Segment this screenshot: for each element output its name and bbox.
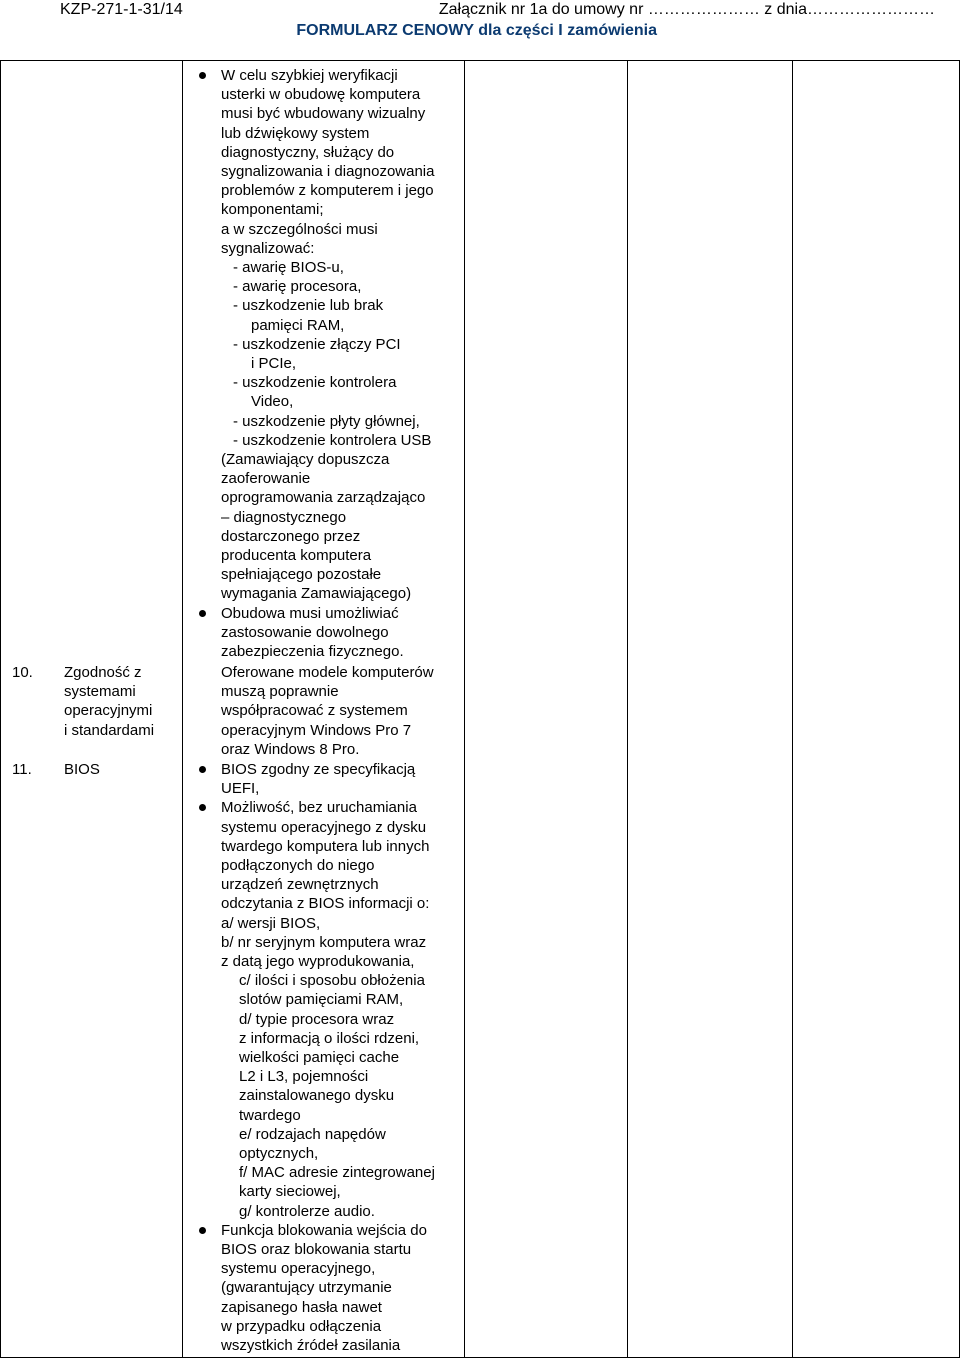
name-line: i standardami	[64, 721, 155, 739]
attachment-note: Załącznik nr 1a do umowy nr ………………… z dnia……………………	[438, 1, 935, 18]
spec-line: twardego komputera lub innych	[221, 837, 430, 855]
spec-line: zabezpieczenia fizycznego.	[221, 643, 404, 661]
spec-line: odczytania z BIOS informacji o:	[221, 895, 430, 913]
spec-line: problemów z komputerem i jego	[221, 182, 434, 200]
spec-line: Oferowane modele komputerów	[221, 664, 434, 681]
spec-line: oraz Windows 8 Pro.	[221, 740, 360, 758]
spec-line: urządzeń zewnętrznych	[221, 876, 379, 894]
spec-line: komponentami;	[221, 201, 324, 219]
spec-line: pamięci RAM,	[251, 316, 345, 334]
row-11-name: BIOS	[64, 761, 100, 778]
spec-line: b/ nr seryjnym komputera wraz	[221, 933, 427, 951]
list-item	[195, 760, 460, 798]
form-title: FORMULARZ CENOWY dla części I zamówienia	[296, 22, 657, 39]
spec-line: - awarię procesora,	[233, 278, 362, 296]
spec-line: sygnalizować:	[221, 239, 315, 257]
spec-line: z informacją o ilości rdzeni,	[239, 1029, 420, 1047]
spec-line: optycznych,	[239, 1145, 319, 1163]
spec-line: - uszkodzenie kontrolera USB	[233, 431, 432, 449]
spec-line: – diagnostycznego	[221, 508, 347, 526]
spec-line: oprogramowania zarządzająco	[221, 489, 426, 507]
spec-line: z datą jego wyprodukowania,	[221, 953, 415, 971]
spec-line: (gwarantujący utrzymanie	[221, 1279, 392, 1297]
spec-line: a/ wersji BIOS,	[221, 914, 321, 932]
spec-line: - awarię BIOS-u,	[233, 259, 344, 277]
spec-line: f/ MAC adresie zintegrowanej	[239, 1164, 435, 1182]
bullet-icon	[199, 804, 206, 811]
row-10-number: 10.	[12, 664, 33, 681]
spec-line: - uszkodzenie lub brak	[233, 297, 384, 315]
spec-line: i PCIe,	[251, 355, 297, 373]
spec-line: lub dźwiękowy system	[221, 124, 370, 142]
spec-line: zastosowanie dowolnego	[221, 623, 389, 641]
spec-line: sygnalizowania i diagnozowania	[221, 163, 435, 181]
spec-line: spełniającego pozostałe	[221, 566, 382, 584]
spec-line: twardego	[239, 1106, 301, 1124]
spec-line: zainstalowanego dysku	[239, 1087, 395, 1105]
bullet-icon	[199, 766, 206, 773]
spec-line: UEFI,	[221, 780, 260, 798]
spec-line: systemu operacyjnego,	[221, 1260, 376, 1278]
name-line: Zgodność z	[64, 664, 142, 681]
row-11-desc	[195, 760, 460, 1355]
row-10-desc	[221, 663, 461, 759]
name-line: operacyjnymi	[64, 702, 153, 720]
spec-line: współpracować z systemem	[221, 702, 408, 720]
spec-line: muszą poprawnie	[221, 683, 339, 701]
spec-line: c/ ilości i sposobu obłożenia	[239, 972, 425, 990]
spec-line: wymagania Zamawiającego)	[221, 585, 412, 603]
cont-spec-list	[195, 66, 460, 661]
row-10-name	[64, 663, 179, 740]
spec-line: wszystkich źródeł zasilania	[221, 1337, 401, 1355]
spec-line: systemu operacyjnego z dysku	[221, 818, 427, 836]
spec-line: - uszkodzenie płyty głównej,	[233, 412, 420, 430]
cont-spec-cell	[195, 66, 460, 661]
spec-line: diagnostyczny, służący do	[221, 143, 395, 161]
price-form-table	[0, 60, 960, 1358]
bios-spec-list	[195, 760, 460, 1355]
spec-line: a w szczególności musi	[221, 220, 378, 238]
spec-line: - uszkodzenie złączy PCI	[233, 335, 401, 353]
spec-line: producenta komputera	[221, 547, 372, 565]
spec-line: BIOS zgodny ze specyfikacją	[221, 761, 416, 778]
spec-line: dostarczonego przez	[221, 527, 361, 545]
spec-line: L2 i L3, pojemności	[239, 1068, 369, 1086]
spec-line: podłączonych do niego	[221, 857, 375, 875]
page-header	[0, 0, 960, 60]
spec-line: Funkcja blokowania wejścia do	[221, 1221, 427, 1239]
list-item	[195, 604, 460, 662]
spec-line: W celu szybkiej weryfikacji	[221, 67, 398, 84]
spec-line: - uszkodzenie kontrolera	[233, 374, 397, 392]
bullet-icon	[199, 610, 206, 617]
spec-line: d/ typie procesora wraz	[239, 1010, 395, 1028]
bullet-icon	[199, 72, 206, 79]
spec-line: usterki w obudowę komputera	[221, 86, 421, 104]
spec-line: (Zamawiający dopuszcza	[221, 451, 390, 469]
spec-line: karty sieciowej,	[239, 1183, 341, 1201]
spec-line: operacyjnym Windows Pro 7	[221, 721, 412, 739]
spec-line: zapisanego hasła nawet	[221, 1298, 382, 1316]
spec-line: Obudowa musi umożliwiać	[221, 604, 399, 622]
spec-line: w przypadku odłączenia	[221, 1317, 382, 1335]
spec-line: wielkości pamięci cache	[239, 1049, 400, 1067]
spec-line: zaoferowanie	[221, 470, 311, 488]
spec-line: slotów pamięciami RAM,	[239, 991, 404, 1009]
doc-code: KZP-271-1-31/14	[60, 1, 183, 18]
spec-line: Video,	[251, 393, 294, 411]
spec-line: g/ kontrolerze audio.	[239, 1202, 375, 1220]
spec-line: musi być wbudowany wizualny	[221, 105, 426, 123]
name-line: systemami	[64, 683, 136, 701]
list-item	[195, 66, 460, 604]
row-11-number: 11.	[12, 761, 32, 778]
bullet-icon	[199, 1227, 206, 1234]
spec-line: BIOS oraz blokowania startu	[221, 1241, 412, 1259]
list-item	[195, 798, 460, 1220]
spec-line: e/ rodzajach napędów	[239, 1125, 386, 1143]
spec-line: Możliwość, bez uruchamiania	[221, 799, 417, 817]
list-item	[195, 1221, 460, 1355]
